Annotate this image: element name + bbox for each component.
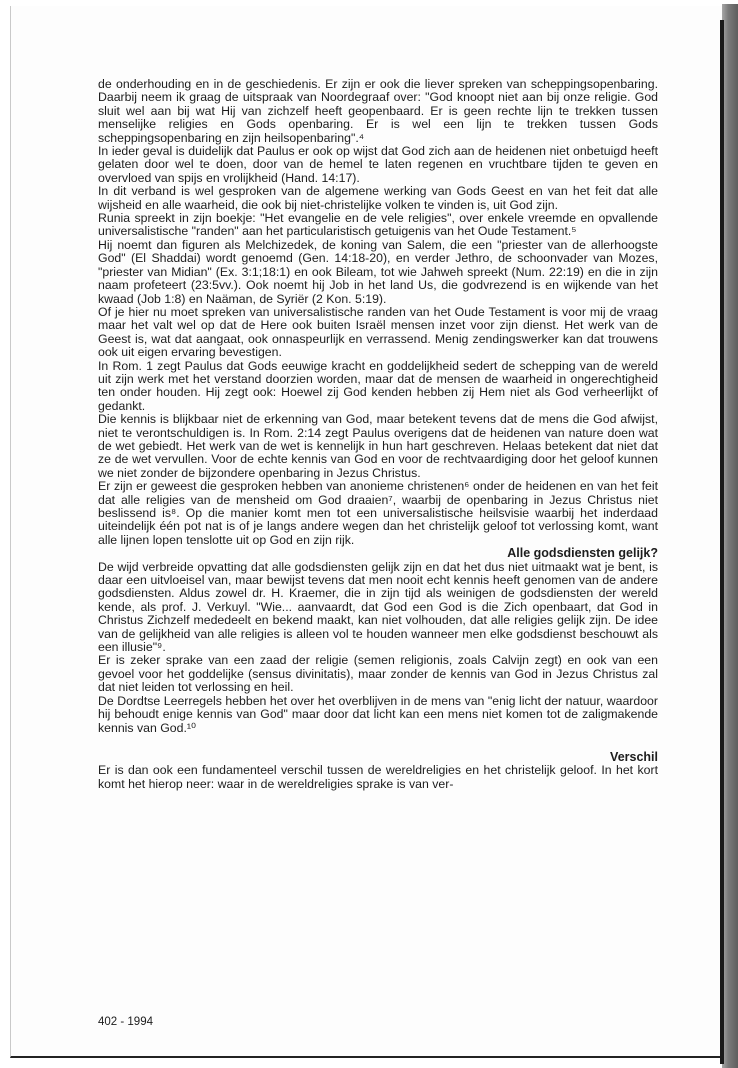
section-heading: Alle godsdiensten gelijk? — [507, 546, 658, 561]
paragraph: De Dordtse Leerregels hebben het over het overblijven in de mens van "enig licht der natuur, waardoor hij behoudt enige kennis van God" maar door dat licht kan een mens niet komen tot de zaligmakende kennis van God.¹⁰ — [98, 693, 658, 735]
paragraph: In ieder geval is duidelijk dat Paulus er ook op wijst dat God zich aan de heidenen niet onbetuigd heeft gelaten door wel te doen, door van de hemel te laten regenen en vruchtbare tijden te geven en overvloed van spijs en vrolijkheid (Hand. 14:17). — [98, 144, 658, 185]
paragraph: Die kennis is blijkbaar niet de erkenning van God, maar betekent tevens dat de mens die God afwijst, niet te verontschuldigen is. In Rom. 2:14 zegt Paulus overigens dat de heidenen van nature doen wat de wet gebiedt. Het werk van de wet is kennelijk in hun hart geschreven. Helaas betekent dat niet dat ze de wet vervullen. Voor de echte kennis van God en voor de rechtvaardiging door het geloof kunnen we niet zonder de bijzondere openbaring in Jezus Christus. — [98, 412, 658, 480]
page-edge-shadow — [720, 20, 724, 1064]
article-body — [98, 78, 658, 791]
paragraph: Er is zeker sprake van een zaad der religie (semen religionis, zoals Calvijn zegt) en ook van een gevoel voor het goddelijke (sensus divinitatis), maar zonder de kennis van God in Jezus Christus zal dat niet leiden tot verlossing en heil. — [98, 653, 658, 695]
page-edge — [722, 4, 738, 1068]
paragraph: Hij noemt dan figuren als Melchizedek, de koning van Salem, die een "priester van de allerhoogste God" (El Shaddai) wordt genoemd (Gen. 14:18-20), en verder Jethro, de schoonvader van Mozes, "priester van Midian" (Ex. 3:1;18:1) en ook Bileam, tot wie Jahweh spreekt (Num. 22:19) en die in zijn naam profeteert (23:5vv.). Ook noemt hij Job in het land Us, die godvrezend is en wijkende van het kwaad (Job 1:8) en Naäman, de Syriër (2 Kon. 5:19). — [98, 237, 658, 306]
page-footer: 402 - 1994 — [98, 1016, 153, 1028]
section-heading: Verschil — [610, 749, 658, 764]
paragraph: Runia spreekt in zijn boekje: "Het evangelie en de vele religies", over enkele vreemde en opvallende universalistische "randen" aan het particularistisch getuigenis van het Oude Testament.⁵ — [98, 211, 658, 239]
paragraph: Er zijn er geweest die gesproken hebben van anonieme christenen⁶ onder de heidenen en van het feit dat alle religies van de mensheid om God draaien⁷, waarbij de openbaring in Jezus Christus niet beslissend is⁸. Op die manier komt men tot een universalistische heilsvisie waarbij het inderdaad uiteindelijk één pot nat is of je langs andere wegen dan het christelijk geloof tot verlossing komt, want alle lijnen lopen tenslotte uit op God en zijn rijk. — [98, 479, 658, 547]
paragraph: Of je hier nu moet spreken van universalistische randen van het Oude Testament is voor mij de vraag maar het valt wel op dat de Here ook buiten Israël mensen inzet voor zijn dienst. Het werk van de Geest is, wat dat aangaat, ook onnaspeurlijk en verrassend. Menig zendingswerker kan dat trouwens ook uit eigen ervaring bevestigen. — [98, 304, 658, 360]
paragraph: De wijd verbreide opvatting dat alle godsdiensten gelijk zijn en dat het dus niet uitmaakt wat je bent, is daar een uitvloeisel van, maar bewijst tevens dat men nooit echt kennis heeft genomen van de andere godsdiensten. Aldus zowel dr. H. Kraemer, die in zijn tijd als weinigen de godsdiensten der wereld kende, als prof. J. Verkuyl. "Wie... aanvaardt, dat God een God is die Zich openbaart, dat God in Christus Zichzelf mededeelt en bekend maakt, kan niet volhouden, dat alle religies gelijk zijn. De idee van de gelijkheid van alle religies is alleen vol te houden wanneer men elke godsdienst beschouwt als een illusie"⁹. — [98, 559, 658, 655]
paragraph: In dit verband is wel gesproken van de algemene werking van Gods Geest en van het feit dat alle wijsheid en alle waarheid, die ook bij niet-christelijke volken te vinden is, uit God zijn. — [98, 184, 658, 212]
paragraph: de onderhouding en in de geschiedenis. Er zijn er ook die liever spreken van scheppingsopenbaring. Daarbij neem ik graag de uitspraak van Noordegraaf over: "God knoopt niet aan bij onze religie. God sluit wel aan bij wat Hij van zichzelf heeft geopenbaard. Er is geen rechte lijn te trekken tussen menselijke religies en Gods openbaring. Er is wel een lijn te trekken tussen Gods scheppingsopenbaring en zijn heilsopenbaring".⁴ — [98, 77, 658, 145]
paragraph: Er is dan ook een fundamenteel verschil tussen de wereldreligies en het christelijk geloof. In het kort komt het hierop neer: waar in de wereldreligies sprake is van ver- — [98, 763, 658, 791]
paragraph: In Rom. 1 zegt Paulus dat Gods eeuwige kracht en goddelijkheid sedert de schepping van de wereld uit zijn werk met het verstand doorzien worden, maar dat de mensen de waarheid in ongerechtigheid ten onder houden. Hij zegt ook: Hoewel zij God kenden hebben zij Hem niet als God verheerlijkt of gedankt. — [98, 358, 658, 413]
